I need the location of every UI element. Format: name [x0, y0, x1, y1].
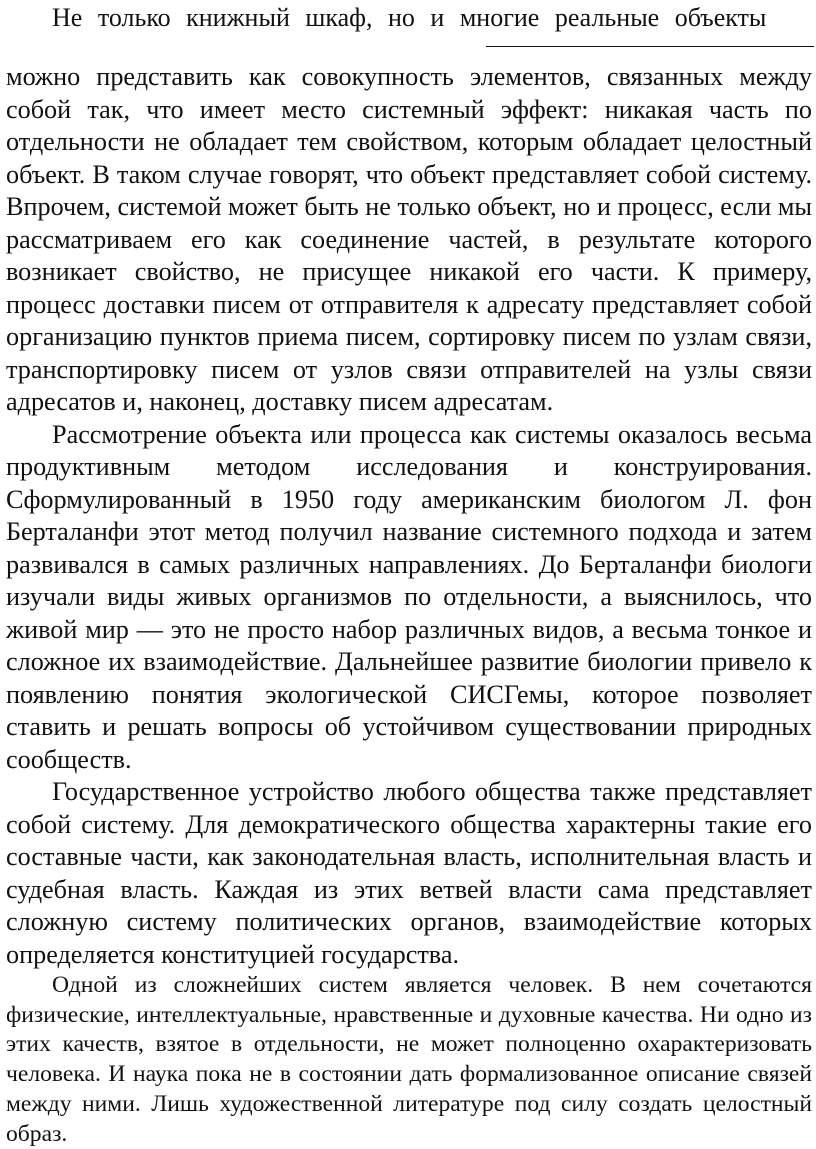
paragraph-2: Рассмотрение объекта или процесса как системы оказалось весьма продуктивным методом исследования и конструирования. Сформулированный в 1950 году американским биологом Л. фон Берталанфи этот метод получил название системного подхода и затем развивался в самых различных направлениях. До Берталанфи биологи изучали виды живых организмов по отдельности, а выяснилось, что живой мир — это не просто набор различных видов, а весьма тонкое и сложное их взаимодействие. Дальнейшее развитие биологии привело к появлению понятия экологической СИСГемы, которое позволяет ставить и решать вопросы об устойчивом существовании природных сообществ.	[6, 419, 812, 774]
paragraph-3: Государственное устройство любого общества также представляет собой систему. Для демократического общества характерны такие его составные части, как законодательная власть, исполнительная власть и судебная власть. Каждая из этих ветвей власти сама представляет сложную систему политических органов, взаимодействие которых определяется конституцией государства.	[6, 777, 812, 969]
paragraph-1-continuation: можно представить как совокупность элементов, связанных между собой так, что имеет место системный эффект: никакая часть по отдельности не обладает тем свойством, которым обладает целостный объект. В таком случае говорят, что объект представляет собой систему. Впрочем, системой может быть не только объект, но и процесс, если мы рассматриваем его как соединение частей, в результате которого возникает свойство, не присущее никакой его части. К примеру, процесс доставки писем от отправителя к адресату представляет собой организацию пунктов приема писем, сортировку писем по узлам связи, транспортировку писем от узлов связи отправителей на узлы связи адресатов и, наконец, доставку писем адресатам.	[6, 62, 812, 416]
underline-rule	[486, 46, 814, 47]
document-body	[6, 61, 812, 1149]
paragraph-4: Одной из сложнейших систем является человек. В нем сочетаются физические, интеллектуальные, нравственные и духовные качества. Ни одно из этих качеств, взятое в отдельности, не может полноценно охарактеризовать человека. И наука пока не в состоянии дать формализованное описание связей между ними. Лишь художественной литературе под силу создать целостный образ.	[6, 972, 812, 1147]
paragraph-1-first-line: Не только книжный шкаф, но и многие реальные объекты	[52, 3, 767, 32]
